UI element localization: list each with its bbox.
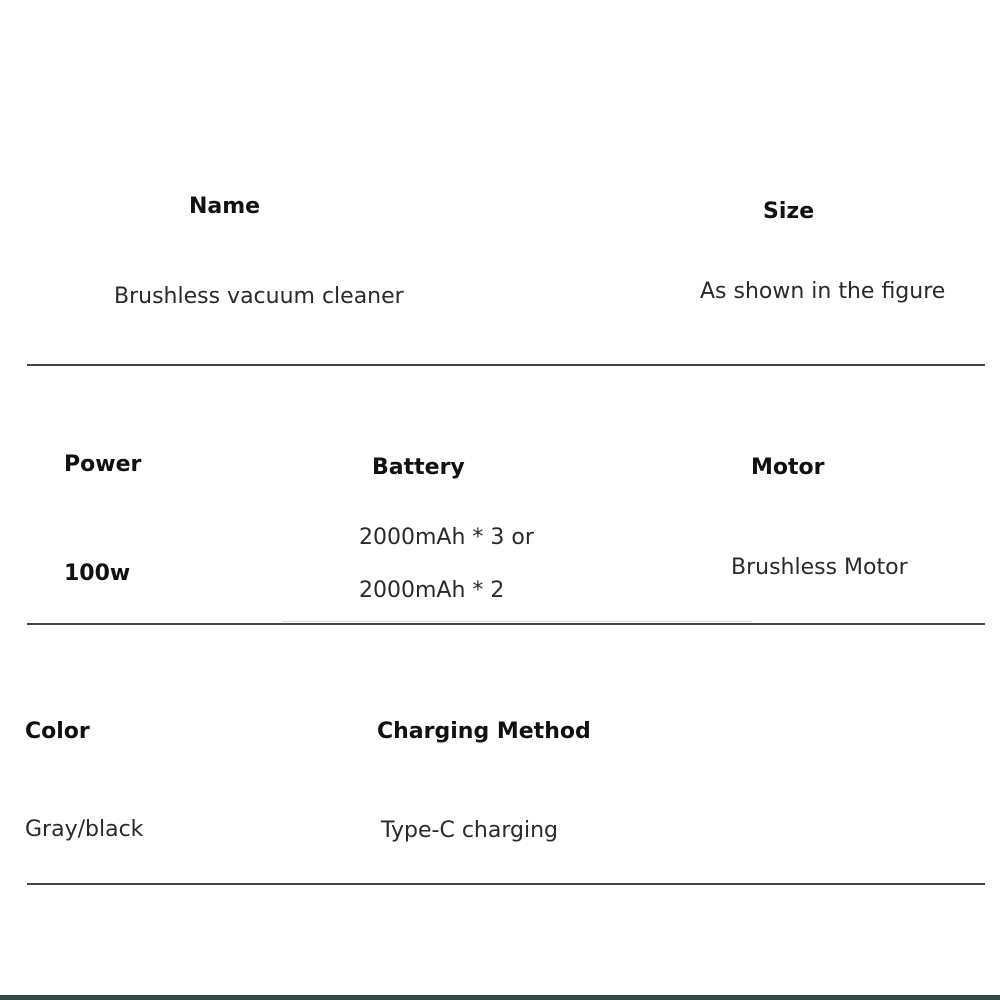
bottom-edge-bar (0, 995, 1000, 1000)
color-label: Color (25, 719, 90, 744)
name-label: Name (189, 194, 261, 219)
name-value: Brushless vacuum cleaner (114, 284, 404, 309)
battery-label: Battery (372, 455, 465, 480)
charging-method-value: Type-C charging (381, 818, 558, 843)
size-value: As shown in the figure (700, 279, 946, 304)
divider-row-2 (27, 623, 985, 625)
motor-value: Brushless Motor (731, 555, 908, 580)
power-label: Power (64, 452, 142, 477)
divider-row-3 (27, 883, 985, 885)
faint-underline (282, 621, 752, 622)
motor-label: Motor (751, 455, 825, 480)
power-value: 100w (64, 561, 131, 586)
color-value: Gray/black (25, 817, 144, 842)
charging-method-label: Charging Method (377, 719, 591, 744)
divider-row-1 (27, 364, 985, 366)
size-label: Size (763, 199, 815, 224)
battery-value-line-2: 2000mAh * 2 (359, 578, 505, 603)
battery-value-line-1: 2000mAh * 3 or (359, 525, 534, 550)
